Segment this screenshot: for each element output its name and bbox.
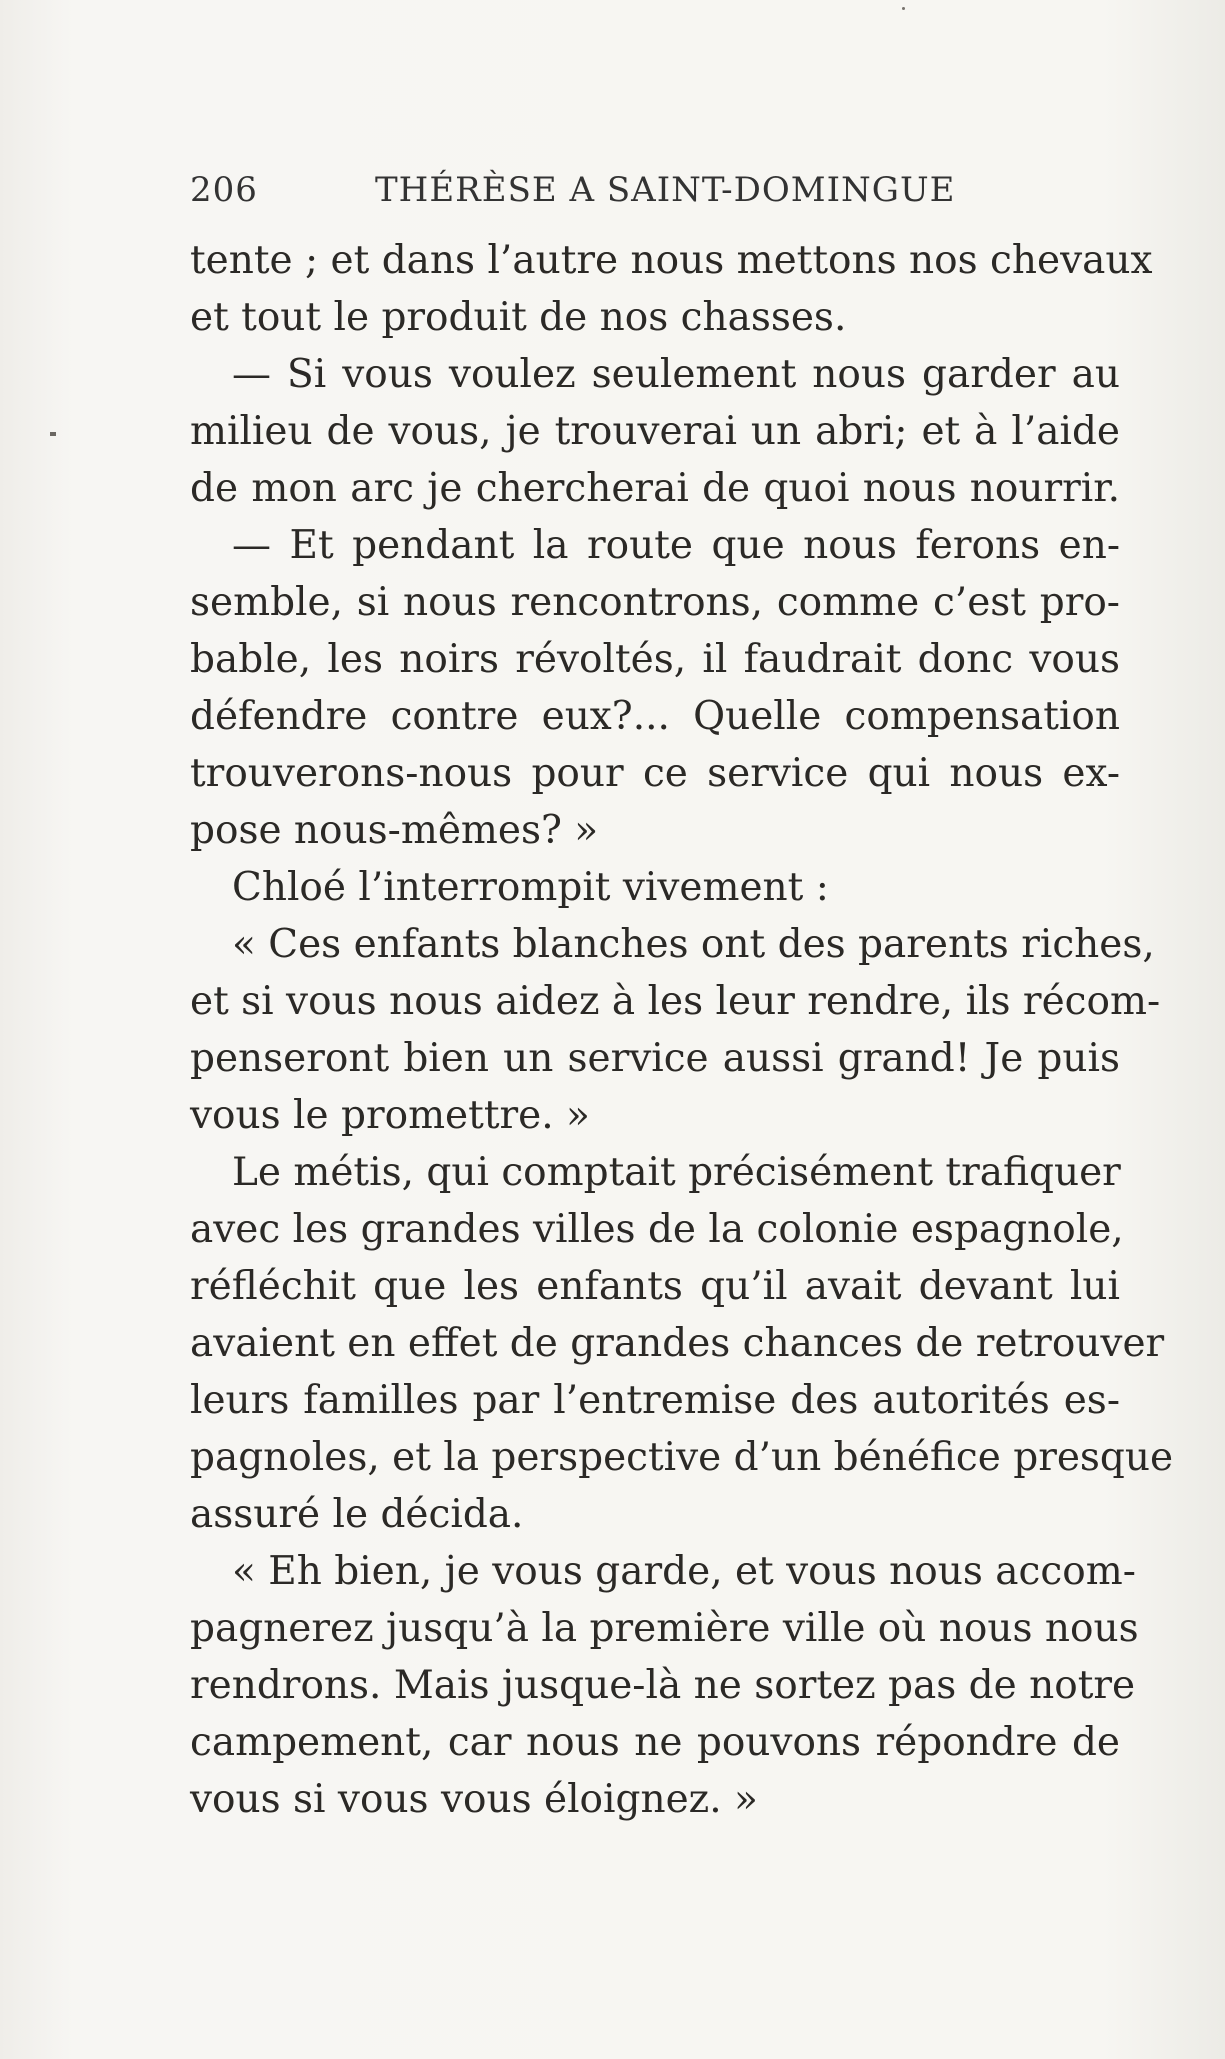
text-line: — Et pendant la route que nous ferons en- [232, 523, 1120, 568]
text-line: pose nous-mêmes? » [190, 808, 599, 853]
text-line: campement, car nous ne pouvons répondre de [190, 1720, 1120, 1765]
page-number: 206 [190, 170, 258, 210]
text-line: trouverons-nous pour ce service qui nous ex- [190, 751, 1120, 796]
margin-mark [50, 432, 56, 436]
text-line: semble, si nous rencontrons, comme c’est pro- [190, 580, 1120, 625]
text-line: assuré le décida. [190, 1492, 524, 1537]
page-header [190, 170, 1120, 218]
text-line: pagnoles, et la perspective d’un bénéfice presque [190, 1435, 1174, 1480]
text-line: défendre contre eux?... Quelle compensation [190, 694, 1120, 739]
text-line: avec les grandes villes de la colonie espagnole, [190, 1207, 1124, 1252]
text-line: bable, les noirs révoltés, il faudrait donc vous [190, 637, 1120, 682]
text-line: « Eh bien, je vous garde, et vous nous accom- [232, 1549, 1136, 1594]
paper-speck [902, 7, 905, 10]
text-line: rendrons. Mais jusque-là ne sortez pas de notre [190, 1663, 1136, 1708]
text-line: — Si vous voulez seulement nous garder au [232, 352, 1120, 397]
text-line: « Ces enfants blanches ont des parents riches, [232, 922, 1155, 967]
text-line: penseront bien un service aussi grand! Je puis [190, 1036, 1120, 1081]
text-line: réfléchit que les enfants qu’il avait devant lui [190, 1264, 1120, 1309]
text-line: leurs familles par l’entremise des autorités es- [190, 1378, 1120, 1423]
text-line: pagnerez jusqu’à la première ville où nous nous [190, 1606, 1139, 1651]
text-line: tente ; et dans l’autre nous mettons nos chevaux [190, 238, 1153, 283]
running-title: THÉRÈSE A SAINT-DOMINGUE [375, 170, 956, 210]
text-line: et si vous nous aidez à les leur rendre, ils récom- [190, 979, 1161, 1024]
text-line: de mon arc je chercherai de quoi nous nourrir. [190, 466, 1120, 511]
text-line: avaient en effet de grandes chances de retrouver [190, 1321, 1165, 1366]
text-line: Le métis, qui comptait précisément trafiquer [232, 1150, 1121, 1195]
text-line: vous si vous vous éloignez. » [190, 1777, 758, 1822]
text-line: Chloé l’interrompit vivement : [232, 865, 829, 910]
text-line: milieu de vous, je trouverai un abri; et à l’aide [190, 409, 1120, 454]
body-text [190, 232, 1174, 1828]
text-line: et tout le produit de nos chasses. [190, 295, 847, 340]
text-line: vous le promettre. » [190, 1093, 590, 1138]
